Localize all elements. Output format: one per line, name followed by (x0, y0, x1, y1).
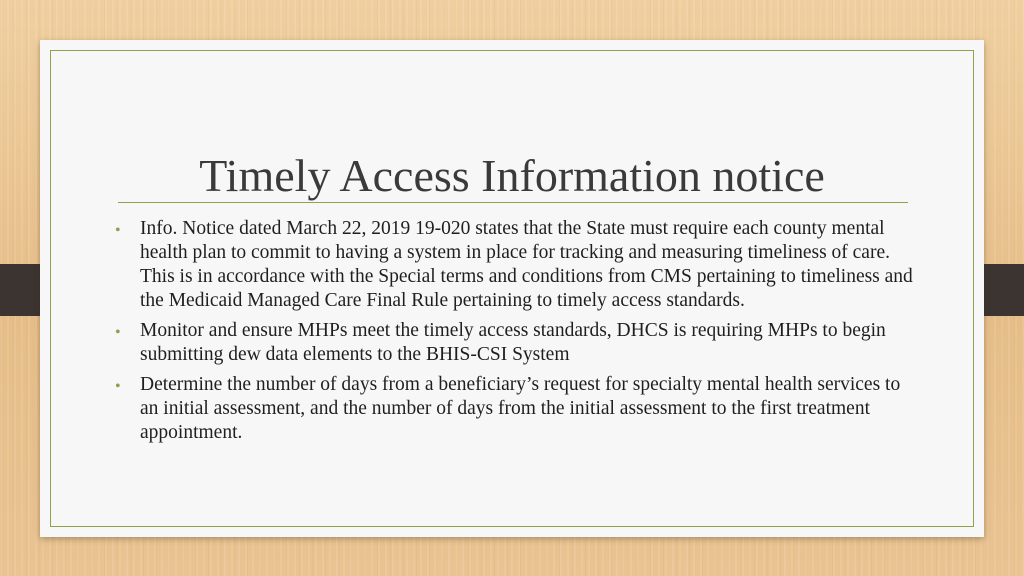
slide-card (40, 40, 984, 537)
bullet-item (115, 373, 920, 445)
bullet-text: Determine the number of days from a beneficiary’s request for specialty mental health services to an initial assessment, and the number of days from the initial assessment to the first treatment appointment. (140, 374, 901, 443)
bullet-list (115, 217, 920, 451)
bullet-dot-icon: • (115, 222, 121, 239)
bullet-text: Info. Notice dated March 22, 2019 19-020 states that the State must require each county mental health plan to commit to having a system in place for tracking and measuring timeliness of care. This is in accordance with the Special terms and conditions from CMS pertaining to timeliness and the Medicaid Managed Care Final Rule pertaining to timely access standards. (140, 218, 913, 311)
title-divider (118, 202, 908, 203)
slide-title: Timely Access Information notice (199, 150, 825, 201)
bullet-dot-icon: • (115, 324, 121, 341)
bullet-dot-icon: • (115, 378, 121, 395)
bullet-text: Monitor and ensure MHPs meet the timely access standards, DHCS is requiring MHPs to begin submitting dew data elements to the BHIS-CSI System (140, 320, 886, 365)
bullet-item (115, 217, 920, 313)
bullet-item (115, 319, 920, 367)
